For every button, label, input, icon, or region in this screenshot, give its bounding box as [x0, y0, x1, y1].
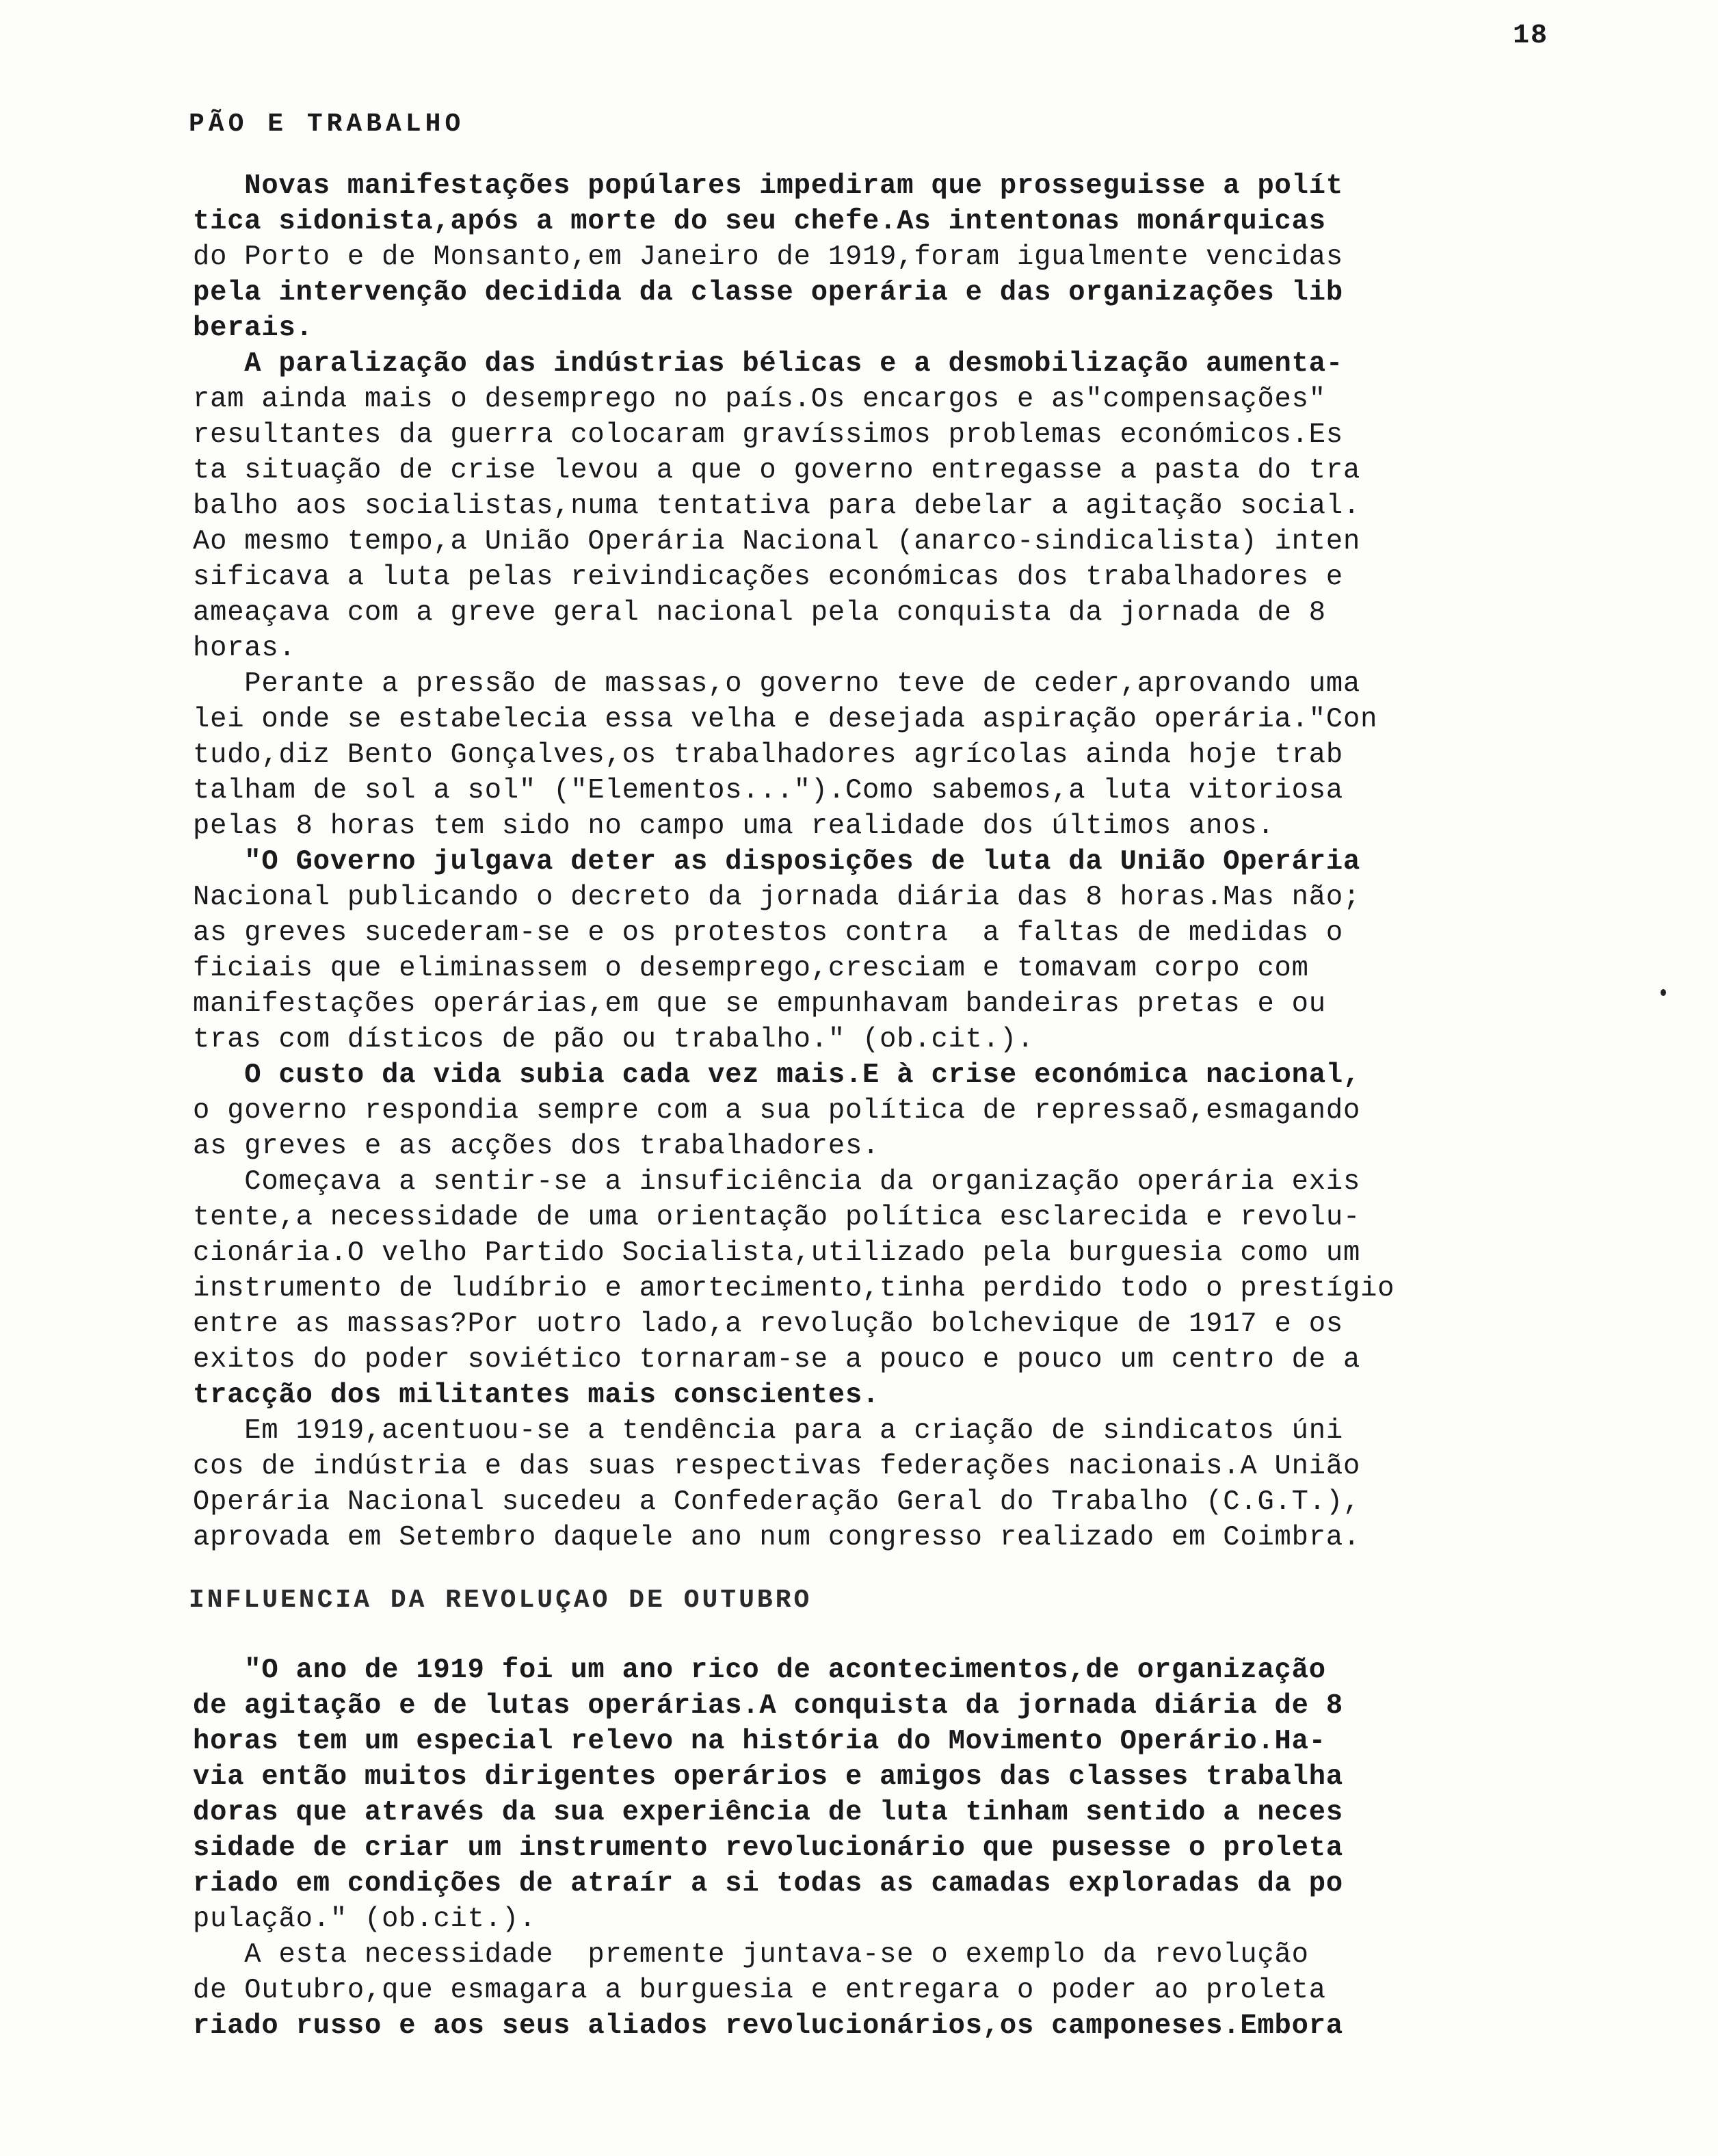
- text-line: aprovada em Setembro daquele ano num congresso realizado em Coimbra.: [193, 1522, 1361, 1553]
- text-line: tica sidonista,após a morte do seu chefe.As intentonas monárquicas: [193, 206, 1326, 237]
- text-line: de Outubro,que esmagara a burguesia e entregara o poder ao proleta: [193, 1975, 1326, 2006]
- text-line: resultantes da guerra colocaram gravíssimos problemas económicos.Es: [193, 419, 1343, 451]
- text-line: sificava a luta pelas reivindicações económicas dos trabalhadores e: [193, 562, 1343, 593]
- text-line: Perante a pressão de massas,o governo teve de ceder,aprovando uma: [193, 668, 1361, 700]
- text-line: cos de indústria e das suas respectivas federações nacionais.A União: [193, 1451, 1361, 1482]
- section-heading: INFLUENCIA DA REVOLUÇAO DE OUTUBRO: [189, 1586, 812, 1615]
- text-line: Ao mesmo tempo,a União Operária Nacional (anarco-sindicalista) inten: [193, 526, 1361, 557]
- text-line: berais.: [193, 313, 313, 344]
- text-line: sidade de criar um instrumento revolucionário que pusesse o proleta: [193, 1832, 1343, 1864]
- text-line: instrumento de ludíbrio e amortecimento,tinha perdido todo o prestígio: [193, 1273, 1395, 1304]
- text-line: cionária.O velho Partido Socialista,utilizado pela burguesia como um: [193, 1237, 1361, 1269]
- section-body: [193, 1653, 1643, 2044]
- text-line: pelas 8 horas tem sido no campo uma realidade dos últimos anos.: [193, 811, 1275, 842]
- text-line: Começava a sentir-se a insuficiência da organização operária exis: [193, 1166, 1361, 1198]
- text-line: balho aos socialistas,numa tentativa para debelar a agitação social.: [193, 490, 1361, 522]
- text-line: "O ano de 1919 foi um ano rico de acontecimentos,de organização: [193, 1655, 1326, 1686]
- text-line: ram ainda mais o desemprego no país.Os encargos e as"compensações": [193, 384, 1326, 415]
- section-body: [193, 168, 1643, 1555]
- text-line: via então muitos dirigentes operários e amigos das classes trabalha: [193, 1761, 1343, 1793]
- text-line: O custo da vida subia cada vez mais.E à crise económica nacional,: [193, 1060, 1361, 1091]
- text-line: riado em condições de atraír a si todas as camadas exploradas da po: [193, 1868, 1343, 1899]
- chapter-heading: PÃO E TRABALHO: [189, 109, 465, 139]
- text-line: Nacional publicando o decreto da jornada diária das 8 horas.Mas não;: [193, 882, 1361, 913]
- text-line: tudo,diz Bento Gonçalves,os trabalhadores agrícolas ainda hoje trab: [193, 739, 1343, 771]
- text-line: tente,a necessidade de uma orientação política esclarecida e revolu-: [193, 1202, 1361, 1233]
- text-line: tras com dísticos de pão ou trabalho." (ob.cit.).: [193, 1024, 1035, 1055]
- text-line: horas.: [193, 633, 296, 664]
- text-line: as greves e as acções dos trabalhadores.: [193, 1131, 880, 1162]
- text-line: horas tem um especial relevo na história do Movimento Operário.Ha-: [193, 1726, 1326, 1757]
- text-line: talham de sol a sol" ("Elementos...").Como sabemos,a luta vitoriosa: [193, 775, 1343, 806]
- text-line: o governo respondia sempre com a sua política de repressaõ,esmagando: [193, 1095, 1361, 1127]
- page-number: 18: [1513, 21, 1549, 51]
- text-line: tracção dos militantes mais conscientes.: [193, 1380, 880, 1411]
- text-line: lei onde se estabelecia essa velha e desejada aspiração operária."Con: [193, 704, 1378, 735]
- text-line: "O Governo julgava deter as disposições de luta da União Operária: [193, 846, 1361, 878]
- text-line: pela intervenção decidida da classe operária e das organizações lib: [193, 277, 1343, 308]
- text-line: ta situação de crise levou a que o governo entregasse a pasta do tra: [193, 455, 1361, 486]
- text-line: doras que através da sua experiência de luta tinham sentido a neces: [193, 1797, 1343, 1828]
- ink-speck: [1661, 989, 1666, 996]
- text-line: A esta necessidade premente juntava-se o exemplo da revolução: [193, 1939, 1309, 1971]
- text-line: ameaçava com a greve geral nacional pela conquista da jornada de 8: [193, 597, 1326, 629]
- text-line: exitos do poder soviético tornaram-se a pouco e pouco um centro de a: [193, 1344, 1361, 1376]
- text-line: as greves sucederam-se e os protestos contra a faltas de medidas o: [193, 917, 1343, 949]
- text-line: A paralização das indústrias bélicas e a desmobilização aumenta-: [193, 348, 1343, 380]
- text-line: pulação." (ob.cit.).: [193, 1904, 537, 1935]
- text-line: de agitação e de lutas operárias.A conquista da jornada diária de 8: [193, 1690, 1343, 1722]
- text-line: ficiais que eliminassem o desemprego,cresciam e tomavam corpo com: [193, 953, 1309, 984]
- text-line: Em 1919,acentuou-se a tendência para a criação de sindicatos úni: [193, 1415, 1343, 1447]
- text-line: Novas manifestações popúlares impediram que prosseguisse a polít: [193, 170, 1343, 202]
- text-line: Operária Nacional sucedeu a Confederação Geral do Trabalho (C.G.T.),: [193, 1486, 1361, 1518]
- text-line: entre as massas?Por uotro lado,a revolução bolchevique de 1917 e os: [193, 1309, 1343, 1340]
- text-line: do Porto e de Monsanto,em Janeiro de 1919,foram igualmente vencidas: [193, 241, 1343, 273]
- text-line: manifestações operárias,em que se empunhavam bandeiras pretas e ou: [193, 988, 1326, 1020]
- text-line: riado russo e aos seus aliados revolucionários,os camponeses.Embora: [193, 2010, 1343, 2042]
